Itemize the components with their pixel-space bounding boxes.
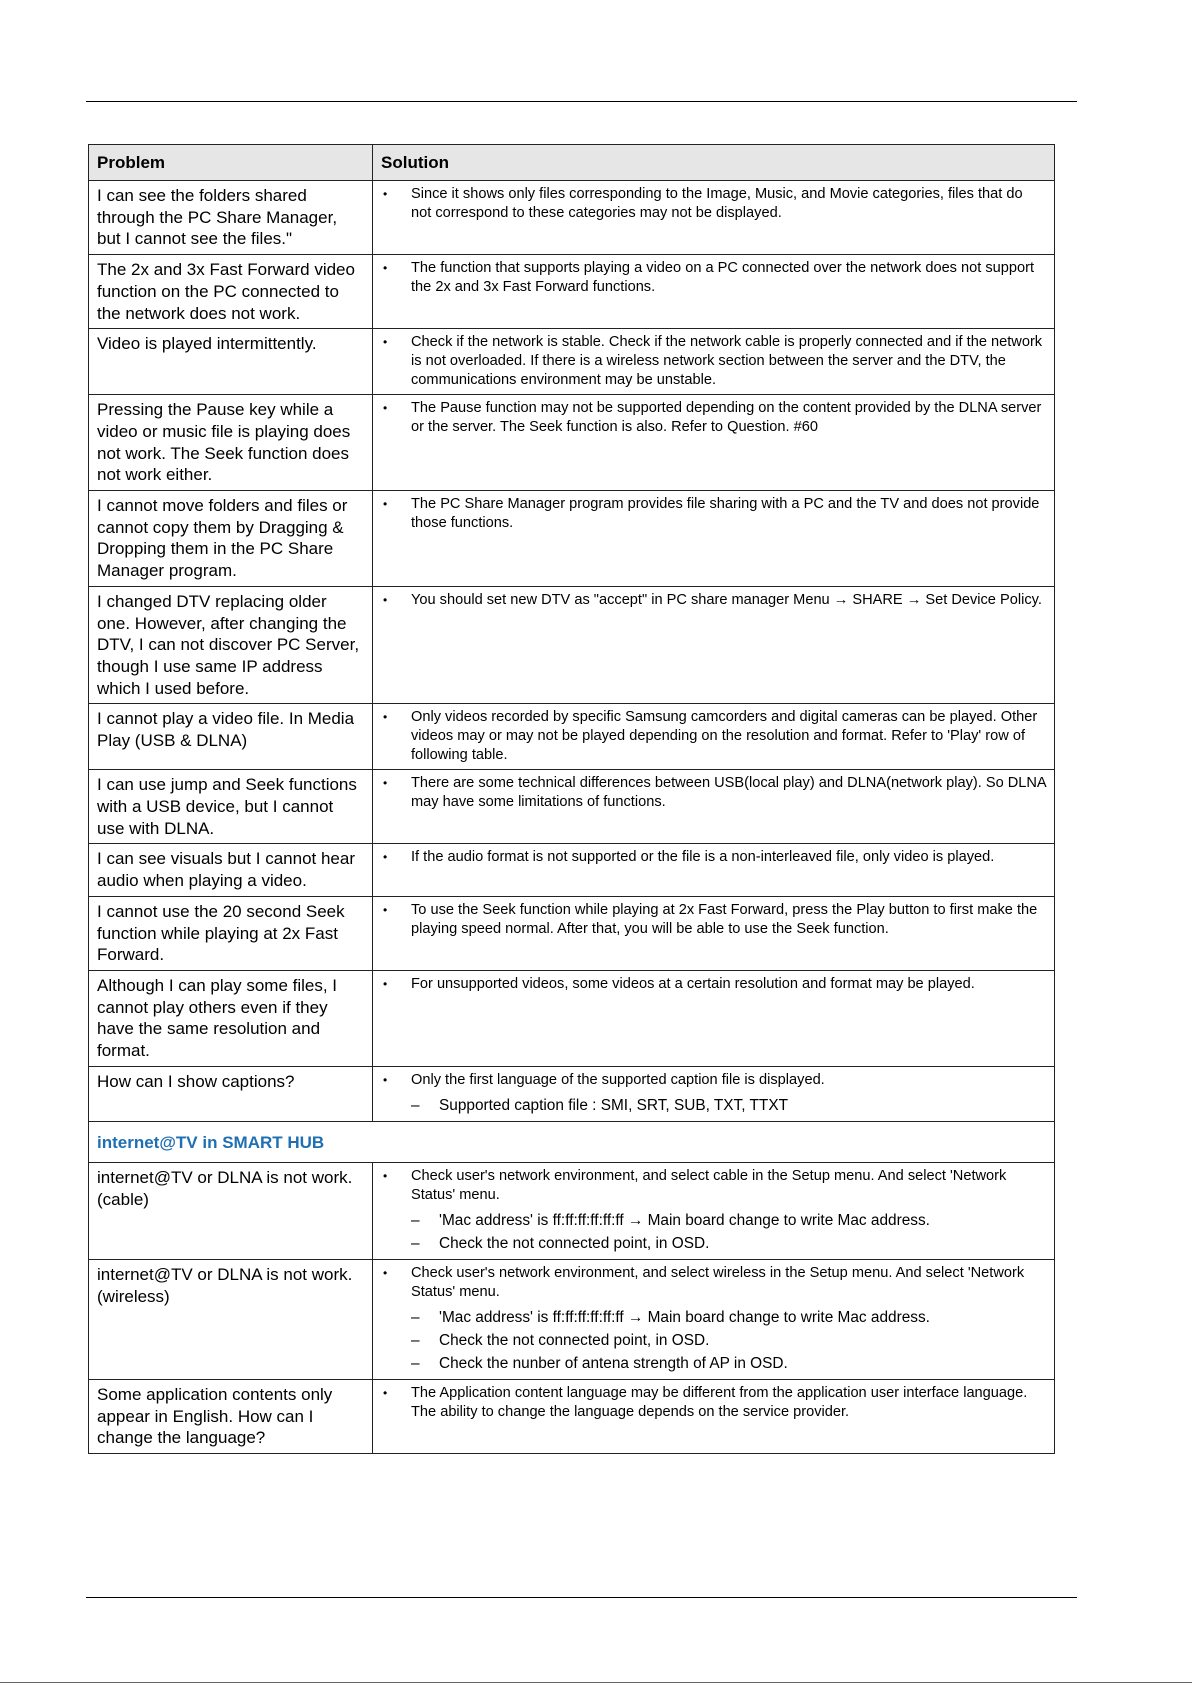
solution-text: Check user's network environment, and select cable in the Setup menu. And select 'Network Status' menu. [411,1167,1007,1203]
table-row [89,704,1055,770]
section-row [89,1121,1055,1162]
problem-cell: I cannot play a video file. In Media Play (USB & DLNA) [89,704,373,770]
solution-cell [373,491,1055,587]
solution-subitem: – 'Mac address' is ff:ff:ff:ff:ff:ff → Main board change to write Mac address. [411,1306,1046,1329]
solution-list [381,975,1046,994]
solution-bullet [381,1071,1046,1117]
solution-text: The Pause function may not be supported depending on the content provided by the DLNA server or the server. The Seek function is also. Refer to Question. #60 [411,400,1042,436]
solution-text: Check user's network environment, and select wireless in the Setup menu. And select 'Network Status' menu. [411,1264,1025,1300]
problem-cell: I cannot move folders and files or cannot copy them by Dragging & Dropping them in the PC Share Manager program. [89,491,373,587]
solution-bullet [381,333,1046,390]
troubleshooting-table [88,144,1055,1454]
problem-cell: The 2x and 3x Fast Forward video function on the PC connected to the network does not work. [89,255,373,329]
solution-bullet [381,1167,1046,1255]
solution-text: Check if the network is stable. Check if the network cable is properly connected and if the network is not overloaded. If there is a wireless network section between the server and the DTV, the communications environment may be unstable. [411,334,1043,389]
solution-cell [373,1259,1055,1379]
solution-bullet [381,1264,1046,1375]
solution-list [381,495,1046,533]
solution-bullet [381,259,1046,297]
solution-cell [373,1162,1055,1259]
solution-text: The Application content language may be different from the application user interface language. The ability to change the language depends on the service provider. [411,1384,1028,1420]
table-row [89,181,1055,255]
solution-cell [373,1379,1055,1453]
solution-cell [373,970,1055,1066]
table-row [89,395,1055,491]
table-row [89,491,1055,587]
footer-rule [86,1597,1077,1598]
table-row [89,1162,1055,1259]
problem-cell: How can I show captions? [89,1066,373,1121]
solution-cell [373,1066,1055,1121]
table-row [89,329,1055,395]
table-body [89,181,1055,1454]
solution-text: The PC Share Manager program provides file sharing with a PC and the TV and does not provide those functions. [411,496,1040,532]
solution-cell [373,586,1055,704]
solution-list [381,708,1046,765]
solution-bullet [381,495,1046,533]
solution-cell [373,844,1055,896]
header-rule [86,101,1077,102]
solution-cell [373,329,1055,395]
table-row [89,1066,1055,1121]
solution-list [381,1071,1046,1117]
solution-bullet [381,708,1046,765]
table-row [89,255,1055,329]
solution-list [381,185,1046,223]
solution-text: If the audio format is not supported or the file is a non-interleaved file, only video is played. [411,849,995,866]
solution-list [381,901,1046,939]
solution-list [381,1264,1046,1375]
solution-cell [373,255,1055,329]
problem-cell: internet@TV or DLNA is not work. (cable) [89,1162,373,1259]
problem-cell: I changed DTV replacing older one. However, after changing the DTV, I can not discover PC Server, though I use same IP address which I used before. [89,586,373,704]
solution-cell [373,896,1055,970]
table-header-row [89,145,1055,181]
solution-subitem: – Check the not connected point, in OSD. [411,1232,1046,1255]
table-row [89,896,1055,970]
problem-cell: I can see the folders shared through the PC Share Manager, but I cannot see the files." [89,181,373,255]
problem-cell: Video is played intermittently. [89,329,373,395]
problem-cell: Some application contents only appear in English. How can I change the language? [89,1379,373,1453]
solution-text: For unsupported videos, some videos at a certain resolution and format may be played. [411,975,975,992]
table-row [89,844,1055,896]
solution-cell [373,395,1055,491]
solution-bullet [381,901,1046,939]
solution-list [381,399,1046,437]
solution-list [381,591,1046,610]
problem-cell: I cannot use the 20 second Seek function while playing at 2x Fast Forward. [89,896,373,970]
solution-list [381,1384,1046,1422]
solution-subitem: – Supported caption file : SMI, SRT, SUB, TXT, TTXT [411,1094,1046,1117]
table-row [89,1379,1055,1453]
page-edge-rule [0,1682,1192,1683]
solution-subitem: – 'Mac address' is ff:ff:ff:ff:ff:ff → Main board change to write Mac address. [411,1209,1046,1232]
solution-sublist [411,1094,1046,1117]
solution-bullet [381,848,1046,867]
section-title: internet@TV in SMART HUB [89,1121,1055,1162]
solution-sublist [411,1209,1046,1255]
solution-bullet [381,185,1046,223]
solution-bullet [381,975,1046,994]
solution-text: The function that supports playing a video on a PC connected over the network does not support the 2x and 3x Fast Forward functions. [411,260,1035,296]
solution-text: To use the Seek function while playing at 2x Fast Forward, press the Play button to first make the playing speed normal. After that, you will be able to use the Seek function. [411,901,1038,937]
solution-bullet [381,774,1046,812]
solution-column-header: Solution [373,145,1055,181]
solution-cell [373,181,1055,255]
solution-text: Only videos recorded by specific Samsung camcorders and digital cameras can be played. Other videos may or may not be played depending on the resolution and format. Refer to 'Play' row of following table. [411,709,1038,764]
solution-text: There are some technical differences between USB(local play) and DLNA(network play). So DLNA may have some limitations of functions. [411,775,1046,811]
table-row [89,770,1055,844]
solution-bullet [381,1384,1046,1422]
solution-cell [373,770,1055,844]
solution-cell [373,704,1055,770]
table-row [89,970,1055,1066]
problem-cell: I can see visuals but I cannot hear audio when playing a video. [89,844,373,896]
problem-cell: Although I can play some files, I cannot play others even if they have the same resolution and format. [89,970,373,1066]
problem-column-header: Problem [89,145,373,181]
solution-list [381,259,1046,297]
solution-bullet [381,591,1046,610]
problem-cell: Pressing the Pause key while a video or music file is playing does not work. The Seek function does not work either. [89,395,373,491]
solution-subitem: – Check the nunber of antena strength of AP in OSD. [411,1352,1046,1375]
solution-text: Since it shows only files corresponding to the Image, Music, and Movie categories, files that do not correspond to these categories may not be displayed. [411,186,1023,221]
solution-list [381,848,1046,867]
solution-list [381,1167,1046,1255]
solution-list [381,774,1046,812]
solution-bullet [381,399,1046,437]
problem-cell: internet@TV or DLNA is not work. (wireless) [89,1259,373,1379]
problem-cell: I can use jump and Seek functions with a USB device, but I cannot use with DLNA. [89,770,373,844]
solution-sublist [411,1306,1046,1375]
solution-subitem: – Check the not connected point, in OSD. [411,1329,1046,1352]
solution-text: Only the first language of the supported caption file is displayed. [411,1071,825,1088]
table-row [89,1259,1055,1379]
table-row [89,586,1055,704]
solution-list [381,333,1046,390]
solution-text: You should set new DTV as "accept" in PC share manager Menu → SHARE → Set Device Policy. [411,591,1042,608]
